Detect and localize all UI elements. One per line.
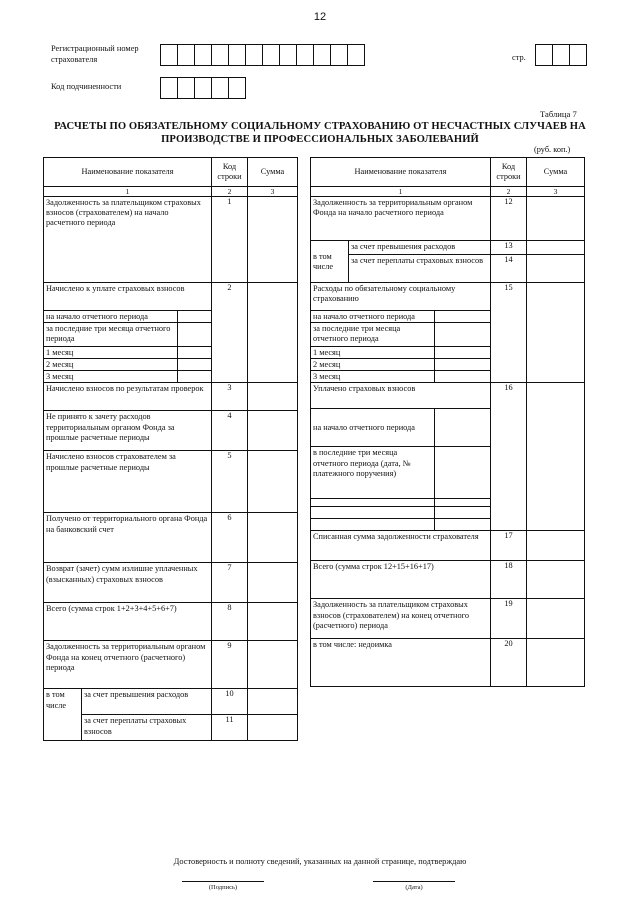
row-6-label: Получено от территориального органа Фонда на банковский счет: [44, 513, 212, 563]
row-11-sum[interactable]: [248, 715, 298, 741]
page-label: стр.: [512, 53, 526, 62]
row-15-last3-val[interactable]: [435, 323, 491, 347]
row-2-month3-val[interactable]: [178, 371, 212, 383]
row-18-label: Всего (сумма строк 12+15+16+17): [311, 561, 491, 599]
row-2-code: 2: [212, 283, 248, 383]
col-num-1-r: 1: [311, 187, 491, 197]
confirm-text: Достоверность и полноту сведений, указанных на данной странице, подтверждаю: [173, 857, 467, 866]
left-table: [43, 157, 298, 741]
row-2-month2-label: 2 месяц: [44, 359, 178, 371]
col-num-3-r: 3: [527, 187, 585, 197]
table-number: Таблица 7: [540, 109, 577, 119]
right-table: [310, 157, 585, 687]
row-7-code: 7: [212, 563, 248, 603]
row-1-sum[interactable]: [248, 197, 298, 283]
row-9-sum[interactable]: [248, 641, 298, 689]
row-13-label: за счет превышения расходов: [349, 241, 491, 255]
col-header-code-r: Код строки: [491, 158, 527, 187]
date-label: (Дата): [405, 884, 423, 891]
col-num-3: 3: [248, 187, 298, 197]
unit-label: (руб. коп.): [534, 145, 571, 154]
row-9-code: 9: [212, 641, 248, 689]
signature-line[interactable]: [182, 881, 264, 882]
row-16-sum[interactable]: [527, 383, 585, 531]
row-16-blank-1-val[interactable]: [435, 499, 491, 507]
row-19-label: Задолженность за плательщиком страховых взносов (страхователем) на конец отчетного (расчетного) периода: [311, 599, 491, 639]
row-16-blank-3-val[interactable]: [435, 519, 491, 531]
page-number: 12: [313, 11, 327, 23]
row-15-sum[interactable]: [527, 283, 585, 383]
row-17-code: 17: [491, 531, 527, 561]
row-12-label: Задолженность за территориальным органом Фонда на начало расчетного периода: [311, 197, 491, 241]
date-line[interactable]: [373, 881, 455, 882]
row-20-label: [311, 639, 491, 687]
row-11-code: 11: [212, 715, 248, 741]
row-9-incl-label: в том числе: [44, 689, 82, 741]
row-10-code: 10: [212, 689, 248, 715]
row-14-code: 14: [491, 255, 527, 283]
row-14-label: за счет переплаты страховых взносов: [349, 255, 491, 283]
row-12-code: 12: [491, 197, 527, 241]
col-header-sum: Сумма: [248, 158, 298, 187]
row-18-code: 18: [491, 561, 527, 599]
row-16-blank-2-val[interactable]: [435, 507, 491, 519]
row-20-sum[interactable]: [527, 639, 585, 687]
row-15-code: 15: [491, 283, 527, 383]
row-5-code: 5: [212, 451, 248, 513]
row-2-label: Начислено к уплате страховых взносов: [44, 283, 212, 311]
row-3-label: Начислено взносов по результатам проверок: [44, 383, 212, 411]
row-5-sum[interactable]: [248, 451, 298, 513]
row-20-text: в том числе: недоимка: [313, 640, 392, 650]
row-16-blank-2[interactable]: [311, 507, 435, 519]
row-8-sum[interactable]: [248, 603, 298, 641]
col-num-1: 1: [44, 187, 212, 197]
row-16-label: Уплачено страховых взносов: [311, 383, 491, 409]
col-header-name: Наименование показателя: [44, 158, 212, 187]
row-2-start-val[interactable]: [178, 311, 212, 323]
reg-number-cells[interactable]: [160, 44, 364, 66]
signature-label: (Подпись): [208, 884, 238, 891]
row-8-code: 8: [212, 603, 248, 641]
row-16-code: 16: [491, 383, 527, 531]
row-17-sum[interactable]: [527, 531, 585, 561]
row-6-sum[interactable]: [248, 513, 298, 563]
row-17-label: Списанная сумма задолженности страхователя: [311, 531, 491, 561]
row-1-label: Задолженность за плательщиком страховых взносов (страхователем) на начало расчетного периода: [44, 197, 212, 283]
row-15-start-label: на начало отчетного периода: [311, 311, 435, 323]
row-2-last3-val[interactable]: [178, 323, 212, 347]
row-15-month1-val[interactable]: [435, 347, 491, 359]
row-15-start-val[interactable]: [435, 311, 491, 323]
title-line-1: РАСЧЕТЫ ПО ОБЯЗАТЕЛЬНОМУ СОЦИАЛЬНОМУ СТРАХОВАНИЮ ОТ НЕСЧАСТНЫХ СЛУЧАЕВ НА: [54, 121, 586, 132]
row-5-label: Начислено взносов страхователем за прошлые расчетные периоды: [44, 451, 212, 513]
sub-code-cells[interactable]: [160, 77, 245, 99]
row-3-code: 3: [212, 383, 248, 411]
row-16-blank-3[interactable]: [311, 519, 435, 531]
row-15-last3-label: за последние три месяца отчетного периода: [311, 323, 435, 347]
row-2-month1-val[interactable]: [178, 347, 212, 359]
row-4-label: Не принято к зачету расходов территориальным органом Фонда за прошлые расчетные периоды: [44, 411, 212, 451]
row-19-code: 19: [491, 599, 527, 639]
row-2-month2-val[interactable]: [178, 359, 212, 371]
col-header-name-r: Наименование показателя: [311, 158, 491, 187]
row-16-start-val[interactable]: [435, 409, 491, 447]
col-num-2-r: 2: [491, 187, 527, 197]
page-title: [40, 120, 600, 146]
row-15-month2-val[interactable]: [435, 359, 491, 371]
row-3-sum[interactable]: [248, 383, 298, 411]
row-2-month3-label: 3 месяц: [44, 371, 178, 383]
row-19-sum[interactable]: [527, 599, 585, 639]
row-16-last3-val[interactable]: [435, 447, 491, 499]
row-2-sum[interactable]: [248, 283, 298, 383]
row-13-code: 13: [491, 241, 527, 255]
row-10-sum[interactable]: [248, 689, 298, 715]
row-15-month3-val[interactable]: [435, 371, 491, 383]
col-header-sum-r: Сумма: [527, 158, 585, 187]
row-13-sum[interactable]: [527, 241, 585, 255]
col-header-code: Код строки: [212, 158, 248, 187]
row-9-label: Задолженность за территориальным органом Фонда на конец отчетного (расчетного) периода: [44, 641, 212, 689]
row-8-label: Всего (сумма строк 1+2+3+4+5+6+7): [44, 603, 212, 641]
row-16-blank-1[interactable]: [311, 499, 435, 507]
row-6-code: 6: [212, 513, 248, 563]
title-line-2: ПРОИЗВОДСТВЕ И ПРОФЕССИОНАЛЬНЫХ ЗАБОЛЕВАНИЙ: [161, 134, 479, 146]
row-16-last3-label: в последние три месяца отчетного периода (дата, № платежного поручения): [311, 447, 435, 499]
row-18-sum[interactable]: [527, 561, 585, 599]
row-15-month2-label: 2 месяц: [311, 359, 435, 371]
row-14-sum[interactable]: [527, 255, 585, 283]
row-12-incl-label: в том числе: [311, 241, 349, 283]
row-4-sum[interactable]: [248, 411, 298, 451]
row-10-label: за счет превышения расходов: [82, 689, 212, 715]
col-num-2: 2: [212, 187, 248, 197]
row-16-start-label: на начало отчетного периода: [311, 409, 435, 447]
row-15-label: Расходы по обязательному социальному страхованию: [311, 283, 491, 311]
row-15-month3-label: 3 месяц: [311, 371, 435, 383]
sub-code-label: Код подчиненности: [51, 82, 122, 91]
row-4-code: 4: [212, 411, 248, 451]
row-2-start-label: на начало отчетного периода: [44, 311, 178, 323]
row-11-label: за счет переплаты страховых взносов: [82, 715, 212, 741]
reg-number-label: Регистрационный номер страхователя: [51, 44, 139, 64]
row-15-month1-label: 1 месяц: [311, 347, 435, 359]
row-1-code: 1: [212, 197, 248, 283]
row-12-sum[interactable]: [527, 197, 585, 241]
row-2-month1-label: 1 месяц: [44, 347, 178, 359]
row-7-label: Возврат (зачет) сумм излишне уплаченных (взысканных) страховых взносов: [44, 563, 212, 603]
row-20-code: 20: [491, 639, 527, 687]
row-2-last3-label: за последние три месяца отчетного периода: [44, 323, 178, 347]
row-7-sum[interactable]: [248, 563, 298, 603]
page-cells[interactable]: [535, 44, 586, 66]
